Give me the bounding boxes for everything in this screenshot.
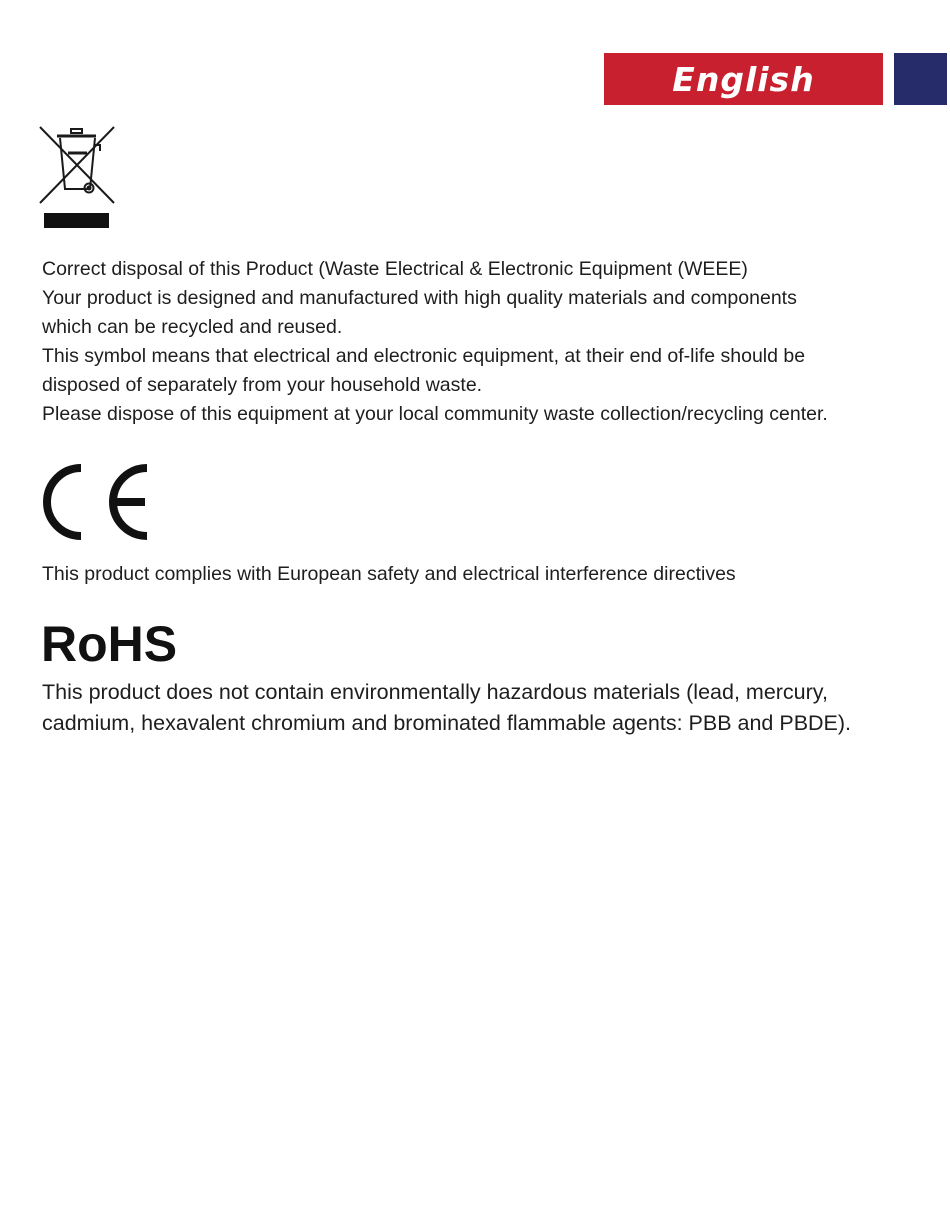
crossed-out-wheelie-bin-icon bbox=[38, 125, 116, 231]
weee-line: This symbol means that electrical and electronic equipment, at their end of-life should be bbox=[42, 345, 806, 367]
weee-disposal-text bbox=[42, 255, 922, 429]
ce-mark-icon bbox=[41, 462, 153, 542]
weee-line: disposed of separately from your household waste. bbox=[42, 374, 483, 396]
ce-compliance-text: This product complies with European safety and electrical interference directives bbox=[42, 563, 736, 585]
rohs-line: cadmium, hexavalent chromium and brominated flammable agents: PBB and PBDE). bbox=[42, 711, 852, 735]
rohs-title: RoHS bbox=[41, 616, 178, 672]
language-tab bbox=[604, 53, 883, 105]
rohs-text bbox=[42, 677, 851, 739]
language-color-block bbox=[894, 53, 947, 105]
rohs-line: This product does not contain environmentally hazardous materials (lead, mercury, bbox=[42, 680, 828, 704]
weee-line: which can be recycled and reused. bbox=[42, 316, 343, 338]
weee-line: Your product is designed and manufactured with high quality materials and components bbox=[42, 287, 797, 309]
weee-line: Correct disposal of this Product (Waste Electrical & Electronic Equipment (WEEE) bbox=[42, 258, 748, 280]
weee-line: Please dispose of this equipment at your local community waste collection/recycling center. bbox=[42, 403, 828, 425]
language-label: English bbox=[672, 59, 815, 99]
